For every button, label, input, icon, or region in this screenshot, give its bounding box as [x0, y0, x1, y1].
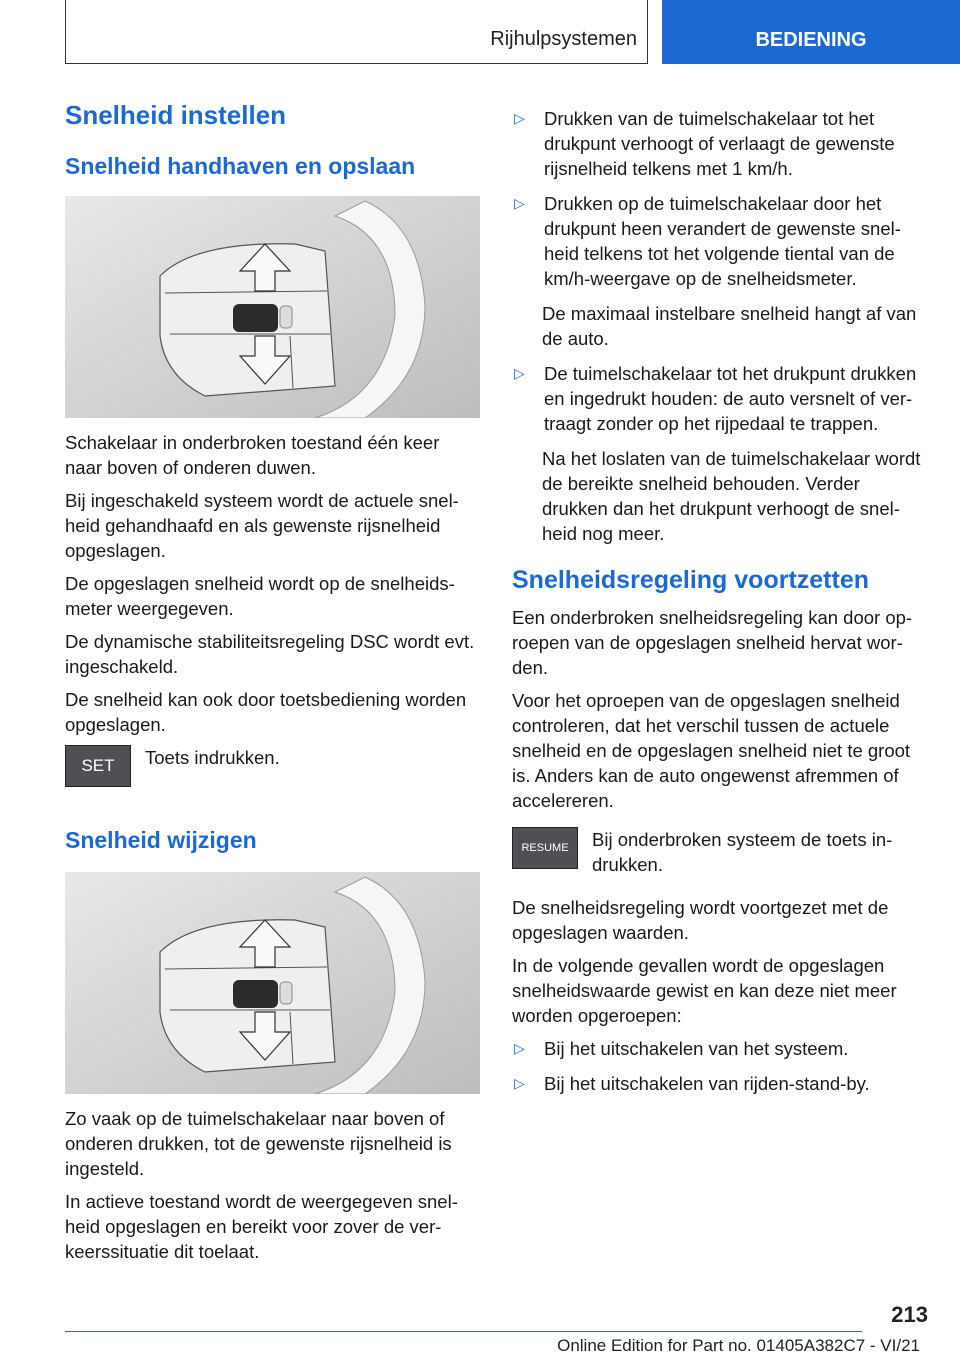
steering-switch-figure-2 [65, 872, 480, 1094]
set-key-icon: SET [65, 745, 131, 787]
triangle-bullet-icon [512, 361, 544, 436]
paragraph: Zo vaak op de tuimelschakelaar naar boven of onderen drukken, tot de gewenste rijsnelheid is ingesteld. [65, 1108, 452, 1179]
paragraph: De opgeslagen snelheid wordt op de snelheids-meter weergegeven. [65, 573, 455, 619]
heading-resume-speed: Snelheidsregeling voortzetten [512, 566, 870, 594]
triangle-bullet-icon [512, 1036, 544, 1061]
paragraph: In actieve toestand wordt de weergegeven snel-heid opgeslagen en bereikt voor zover de ver-keerssituatie dit toelaat. [65, 1191, 458, 1262]
paragraph: Een onderbroken snelheidsregeling kan door op-roepen van de opgeslagen snelheid hervat wor-den. [512, 607, 913, 678]
left-column [65, 100, 480, 1272]
bullet-item [512, 191, 927, 291]
paragraph: Voor het oproepen van de opgeslagen snelheid controleren, dat het verschil tussen de actuele snelheid en de opgeslagen snelheid niet te groot is. Anders kan de auto ongewenst afremmen of accelereren. [512, 690, 911, 811]
paragraph: De dynamische stabiliteitsregeling DSC wordt evt. ingeschakeld. [65, 631, 475, 677]
steering-switch-illustration [65, 872, 480, 1094]
bullet-text: Bij het uitschakelen van rijden-stand-by. [544, 1073, 870, 1094]
footer-divider [65, 1331, 862, 1332]
bullet-text: Drukken van de tuimelschakelaar tot het drukpunt verhoogt of verlaagt de gewenste rijsnelheid telkens met 1 km/h. [544, 108, 895, 179]
resume-key-row [512, 827, 927, 877]
bullet-text: De tuimelschakelaar tot het drukpunt drukken en ingedrukt houden: de auto versnelt of ver-traagt zonder op het rijpedaal te trappen. [544, 363, 917, 434]
resume-key-icon: RESUME [512, 827, 578, 869]
header-section-title: Rijhulpsystemen [490, 28, 637, 50]
heading-maintain-speed: Snelheid handhaven en opslaan [65, 153, 416, 179]
bullet-list [512, 1036, 927, 1096]
right-column [512, 106, 927, 1106]
bullet-item [512, 1036, 927, 1061]
triangle-bullet-icon [512, 106, 544, 181]
paragraph: Bij ingeschakeld systeem wordt de actuele snel-heid gehandhaafd en als gewenste rijsnelheid opgeslagen. [65, 490, 459, 561]
paragraph: De snelheid kan ook door toetsbediening worden opgeslagen. [65, 689, 467, 735]
triangle-bullet-icon [512, 1071, 544, 1096]
header-chapter-tab: BEDIENING [662, 0, 960, 64]
page-title: Snelheid instellen [65, 100, 287, 130]
steering-switch-figure-1 [65, 196, 480, 418]
set-key-instruction: Toets indrukken. [145, 747, 280, 768]
paragraph: Schakelaar in onderbroken toestand één keer naar boven of onderen duwen. [65, 432, 440, 478]
heading-change-speed: Snelheid wijzigen [65, 827, 257, 853]
triangle-bullet-icon [512, 191, 544, 291]
page-number: 213 [891, 1302, 928, 1327]
footer-edition: Online Edition for Part no. 01405A382C7 - VI/21 [557, 1336, 920, 1355]
bullet-item [512, 106, 927, 181]
bullet-item [512, 1071, 927, 1096]
set-key-row [65, 745, 480, 787]
bullet-subparagraph: De maximaal instelbare snelheid hangt af van de auto. [542, 303, 917, 349]
paragraph: In de volgende gevallen wordt de opgeslagen snelheidswaarde gewist en kan deze niet meer worden opgeroepen: [512, 955, 897, 1026]
bullet-list [512, 106, 927, 546]
paragraph: De snelheidsregeling wordt voortgezet met de opgeslagen waarden. [512, 897, 889, 943]
bullet-subparagraph: Na het loslaten van de tuimelschakelaar wordt de bereikte snelheid behouden. Verder drukken dan het drukpunt verhoogt de snel-heid nog meer. [542, 448, 921, 544]
bullet-item [512, 361, 927, 436]
bullet-text: Drukken op de tuimelschakelaar door het drukpunt heen verandert de gewenste snel-heid telkens tot het volgende tiental van de km/h-weergave op de snelheidsmeter. [544, 193, 901, 289]
steering-switch-illustration [65, 196, 480, 418]
resume-key-instruction: Bij onderbroken systeem de toets in-drukken. [592, 829, 893, 875]
bullet-text: Bij het uitschakelen van het systeem. [544, 1038, 849, 1059]
